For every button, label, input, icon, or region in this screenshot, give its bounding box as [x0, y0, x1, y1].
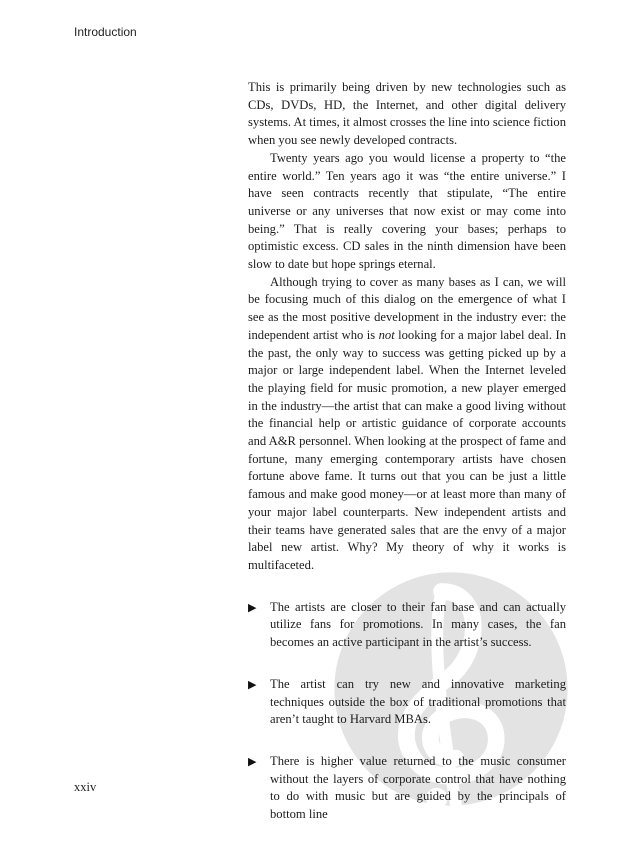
list-item [248, 753, 566, 824]
paragraph-3-part-1: Although trying to cover as many bases as I can, we will be focusing much of this dialog on the emergence of what I see as the most positive development in the industry ever: the independent artist who is [248, 274, 566, 342]
bullet-list [248, 599, 566, 824]
body-text [248, 79, 566, 848]
paragraph-1: This is primarily being driven by new technologies such as CDs, DVDs, HD, the Internet, and other digital delivery systems. At times, it almost crosses the line into science fiction when you see newly developed contracts. [248, 80, 566, 148]
list-item [248, 676, 566, 729]
list-item [248, 599, 566, 652]
paragraph-2: Twenty years ago you would license a property to “the entire world.” Ten years ago it was “the entire universe.” I have seen contracts recently that stipulate, “The entire universe or any universes that now exist or may come into being.” That is really covering your bases; perhaps to optimistic excess. CD sales in the ninth dimension have been slow to date but hope springs eternal. [248, 150, 566, 272]
page-number: xxiv [74, 780, 97, 794]
running-head: Introduction [74, 25, 137, 39]
paragraph-3-part-2: looking for a major label deal. In the past, the only way to success was getting picked up by a major or large independent label. When the Internet leveled the playing field for music promotion, a new player emerged in the industry—the artist that can make a good living without the financial help or artistic guidance of corporate accounts and A&R personnel. When looking at the prospect of fame and fortune, many emerging contemporary artists have chosen fortune above fame. It turns out that you can be just a little famous and make good money—or at least more than many of your major label counterparts. New independent artists and their teams have generated sales that are the envy of a major label new artist. Why? My theory of why it works is multifaceted. [248, 327, 566, 572]
bullet-text: The artist can try new and innovative marketing techniques outside the box of traditional promotions that aren’t taught to Harvard MBAs. [270, 676, 566, 727]
emphasis-not: not [378, 327, 395, 342]
paragraph-3 [248, 274, 566, 575]
bullet-triangle-icon: ▶ [248, 600, 257, 614]
bullet-triangle-icon: ▶ [248, 754, 257, 768]
bullet-triangle-icon: ▶ [248, 677, 257, 691]
bullet-text: There is higher value returned to the music consumer without the layers of corporate control that have nothing to do with music but are guided by the principals of bottom line [270, 753, 566, 822]
bullet-text: The artists are closer to their fan base and can actually utilize fans for promotions. In many cases, the fan becomes an active participant in the artist’s success. [270, 599, 566, 650]
